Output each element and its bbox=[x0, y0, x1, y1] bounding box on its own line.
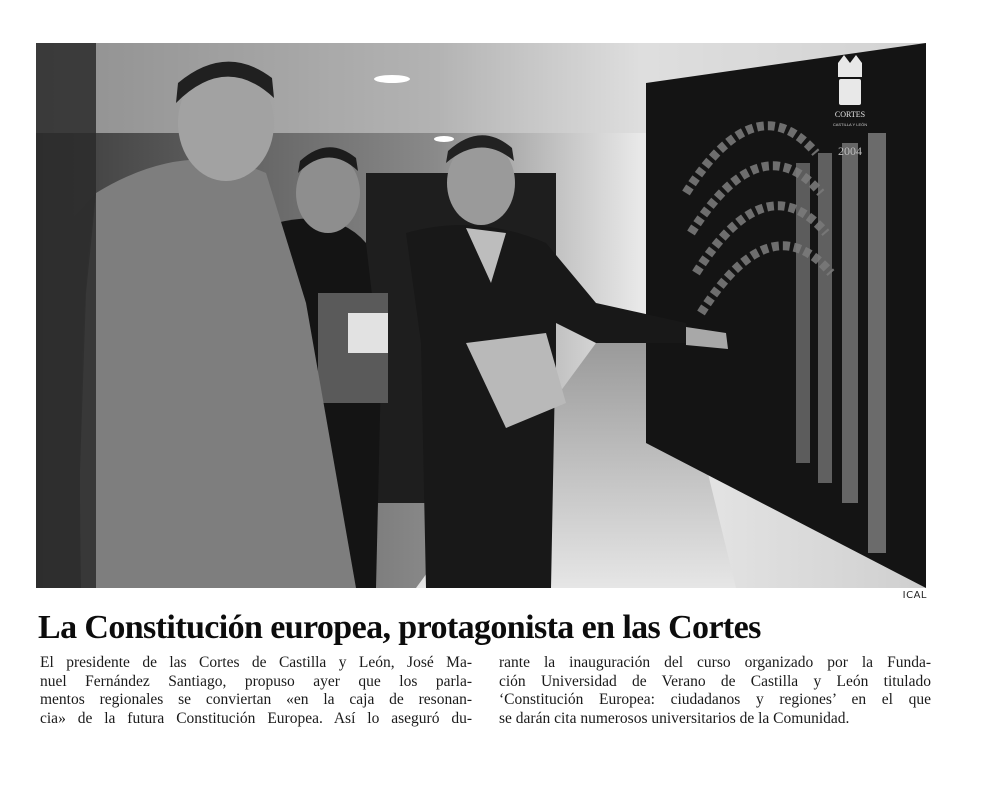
photo-credit: ICAL bbox=[902, 590, 927, 601]
text-line: cia» de la futura Constitución Europea. Así lo aseguró du- bbox=[40, 709, 472, 727]
headline: La Constitución europea, protagonista en las Cortes bbox=[38, 609, 761, 646]
news-photo bbox=[36, 43, 926, 588]
article-column-2 bbox=[499, 654, 931, 728]
photo-scene bbox=[36, 43, 926, 588]
text-line: ción Universidad de Verano de Castilla y León titulado bbox=[499, 672, 931, 690]
papers bbox=[348, 313, 388, 353]
text-line: se darán cita numerosos universitarios de la Comunidad. bbox=[499, 709, 850, 727]
text-line: nuel Fernández Santiago, propuso ayer que los parla- bbox=[40, 672, 472, 690]
article-column-1 bbox=[40, 654, 472, 728]
ceiling-light bbox=[374, 75, 410, 83]
text-line: ‘Constitución Europea: ciudadanos y regiones’ en el que bbox=[499, 691, 931, 708]
emblem-label: CORTES bbox=[834, 110, 866, 119]
ceiling-light bbox=[434, 136, 454, 142]
emblem-sublabel: CASTILLA Y LEÓN bbox=[832, 122, 868, 127]
text-line: rante la inauguración del curso organizado por la Funda- bbox=[499, 654, 931, 671]
emblem-year: 2004 bbox=[838, 144, 862, 158]
text-line: mentos regionales se conviertan «en la caja de resonan- bbox=[40, 691, 472, 708]
article-body bbox=[40, 654, 932, 728]
text-line: El presidente de las Cortes de Castilla y León, José Ma- bbox=[40, 654, 472, 671]
